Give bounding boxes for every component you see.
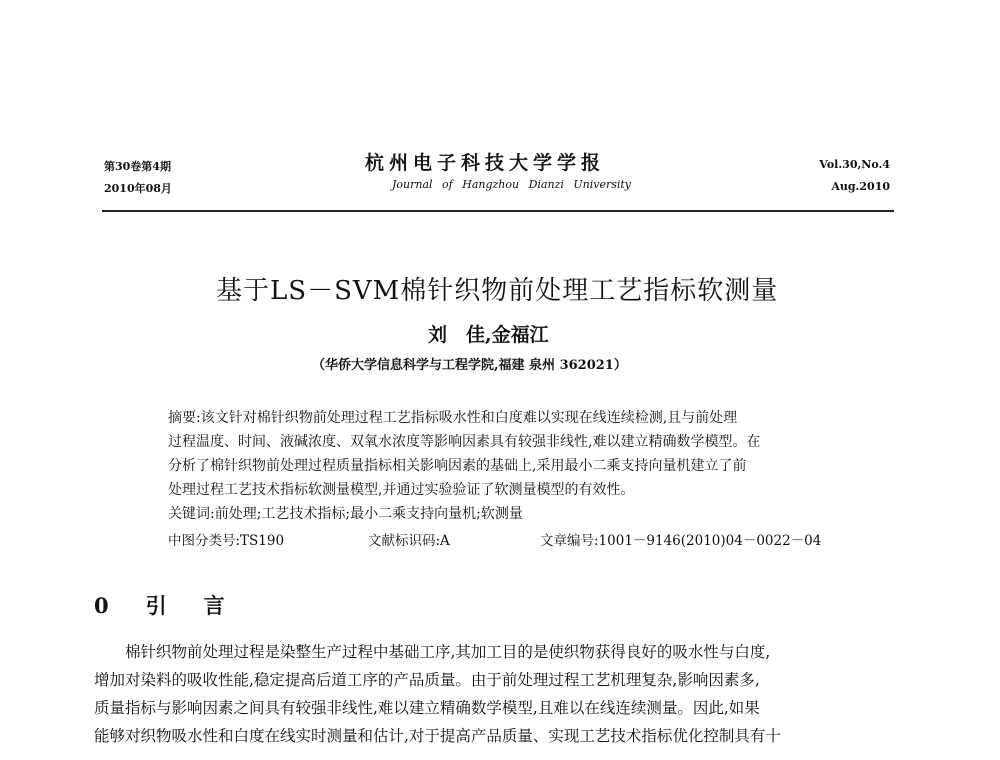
keywords: 关键词:前处理;工艺技术指标;最小二乘支持向量机;软测量 bbox=[168, 506, 523, 522]
clc-number: 中图分类号:TS190 bbox=[168, 533, 285, 549]
section-heading: 0 引 言 bbox=[94, 593, 233, 618]
volume-issue-cn: 第30卷第4期 bbox=[104, 160, 171, 173]
article-number: 文章编号:1001－9146(2010)04－0022－04 bbox=[540, 533, 822, 549]
body-line: 棉针织物前处理过程是染整生产过程中基础工序,其加工目的是使织物获得良好的吸水性与白度, bbox=[125, 643, 771, 661]
article-affiliation: （华侨大学信息科学与工程学院,福建 泉州 362021） bbox=[312, 358, 627, 373]
document-code: 文献标识码:A bbox=[368, 533, 450, 549]
abstract-line: 处理过程工艺技术指标软测量模型,并通过实验验证了软测量模型的有效性。 bbox=[168, 482, 635, 498]
body-line: 能够对织物吸水性和白度在线实时测量和估计,对于提高产品质量、实现工艺技术指标优化控制具有十 bbox=[94, 727, 781, 745]
date-cn: 2010年08月 bbox=[104, 182, 172, 195]
body-line: 增加对染料的吸收性能,稳定提高后道工序的产品质量。由于前处理过程工艺机理复杂,影响因素多, bbox=[94, 671, 760, 689]
date-en: Aug.2010 bbox=[831, 180, 890, 193]
abstract-line: 分析了棉针织物前处理过程质量指标相关影响因素的基础上,采用最小二乘支持向量机建立了前 bbox=[168, 458, 747, 474]
journal-title-cn: 杭州电子科技大学学报 bbox=[365, 152, 606, 174]
body-line: 质量指标与影响因素之间具有较强非线性,难以建立精确数学模型,且难以在线连续测量。因此,如果 bbox=[94, 699, 760, 717]
header-rule bbox=[102, 210, 894, 212]
abstract-line: 过程温度、时间、液碱浓度、双氧水浓度等影响因素具有较强非线性,难以建立精确数学模型。在 bbox=[168, 434, 761, 450]
abstract-line: 摘要:该文针对棉针织物前处理过程工艺指标吸水性和白度难以实现在线连续检测,且与前处理 bbox=[168, 410, 738, 426]
article-authors: 刘 佳,金福江 bbox=[428, 324, 549, 346]
journal-title-en: Journal of Hangzhou Dianzi University bbox=[392, 178, 632, 191]
volume-issue-en: Vol.30,No.4 bbox=[819, 158, 890, 171]
article-title: 基于LS－SVM棉针织物前处理工艺指标软测量 bbox=[216, 276, 779, 306]
